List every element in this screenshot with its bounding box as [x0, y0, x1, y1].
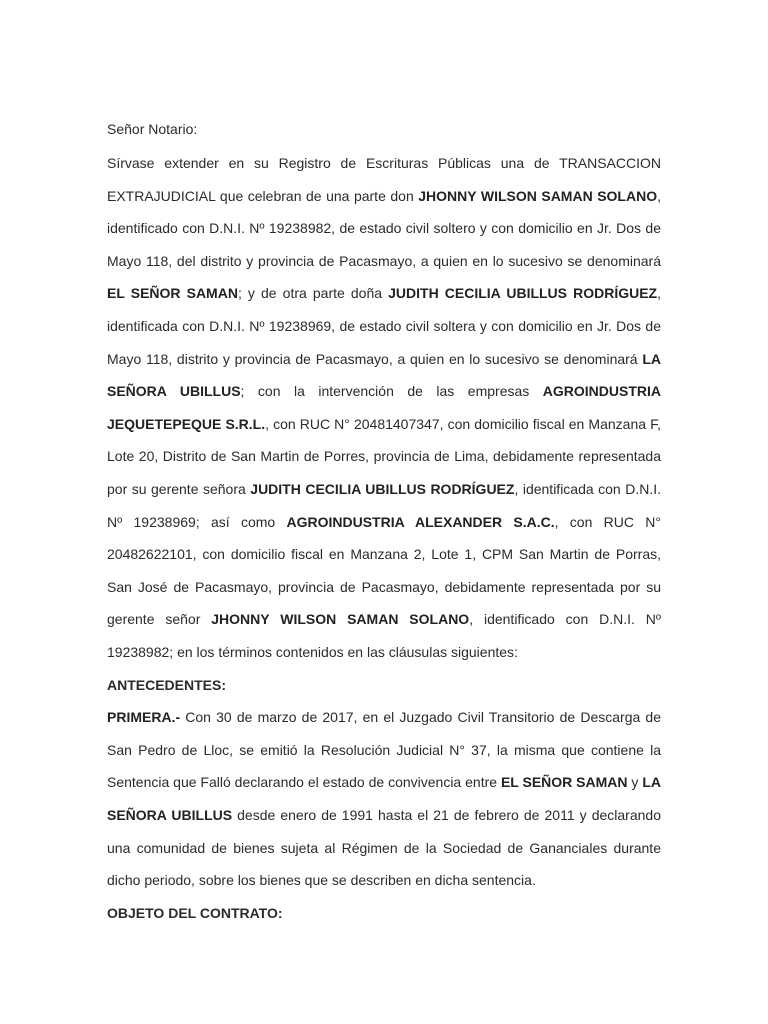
company-jequetepeque: AGROINDUSTRIA JEQUETEPEQUE S.R.L.	[107, 383, 661, 432]
heading-antecedentes: ANTECEDENTES:	[107, 676, 227, 693]
clause-primera-label: PRIMERA.-	[107, 709, 181, 726]
alias-senora-ubillus: LA SEÑORA UBILLUS	[107, 350, 661, 400]
salutation: Señor Notario:	[107, 121, 198, 137]
primera-text-3: desde enero de 1991 hasta el 21 de febrero de 2011 y declarando una comunidad de bienes sujeta al Régimen de la Sociedad de Gananciales durante dicho periodo, sobre los bienes que se describen en dicha sentencia.	[107, 806, 661, 889]
intro-text-9: , identificado con D.N.I. Nº 19238982; en los términos contenidos en las cláusulas siguientes:	[107, 611, 661, 660]
intro-text-5: ; con la intervención de las empresas	[240, 383, 543, 400]
party-name-ubillus: JUDITH CECILIA UBILLUS RODRÍGUEZ	[388, 285, 658, 302]
intro-text-3: ; y de otra parte doña	[237, 285, 389, 302]
intro-text-6: , con RUC N° 20481407347, con domicilio fiscal en Manzana F, Lote 20, Distrito de San Martin de Porres, provincia de Lima, debidamente representada por su gerente señora	[107, 415, 661, 498]
alias-senor-saman: EL SEÑOR SAMAN	[107, 285, 238, 302]
heading-objeto: OBJETO DEL CONTRATO:	[107, 904, 283, 921]
document-body	[107, 113, 661, 929]
intro-text-8: , con RUC N° 20482622101, con domicilio fiscal en Manzana 2, Lote 1, CPM San Martin de Porras, San José de Pacasmayo, provincia de Pacasmayo, debidamente representada por su gerente señor	[107, 513, 662, 628]
intro-text-2: , identificado con D.N.I. Nº 19238982, de estado civil soltero y con domicilio en Jr. Dos de Mayo 118, del distrito y provincia de Pacasmayo, a quien en lo sucesivo se denominará	[107, 187, 661, 269]
clause-primera	[107, 701, 661, 897]
representative-saman: JHONNY WILSON SAMAN SOLANO	[211, 611, 470, 628]
primera-text-2: y	[627, 774, 643, 791]
company-alexander: AGROINDUSTRIA ALEXANDER S.A.C.	[286, 513, 555, 530]
primera-text-1: Con 30 de marzo de 2017, en el Juzgado Civil Transitorio de Descarga de San Pedro de Lloc, se emitió la Resolución Judicial N° 37, la misma que contiene la Sentencia que Falló declarando el estado de convivencia entre	[107, 709, 661, 791]
intro-paragraph	[107, 147, 661, 669]
intro-text-1: Sírvase extender en su Registro de Escrituras Públicas una de TRANSACCION EXTRAJUDICIAL que celebran de una parte don	[107, 155, 661, 204]
primera-alias-saman: EL SEÑOR SAMAN	[500, 774, 628, 791]
primera-alias-ubillus: LA SEÑORA UBILLUS	[107, 774, 661, 823]
party-name-saman: JHONNY WILSON SAMAN SOLANO	[418, 187, 658, 204]
representative-ubillus: JUDITH CECILIA UBILLUS RODRÍGUEZ	[250, 481, 515, 498]
intro-text-4: , identificada con D.N.I. Nº 19238969, de estado civil soltera y con domicilio en Jr. Dos de Mayo 118, distrito y provincia de Pacasmayo, a quien en lo sucesivo se denominará	[107, 285, 661, 367]
intro-text-7: , identificada con D.N.I. Nº 19238969; así como	[107, 481, 661, 530]
